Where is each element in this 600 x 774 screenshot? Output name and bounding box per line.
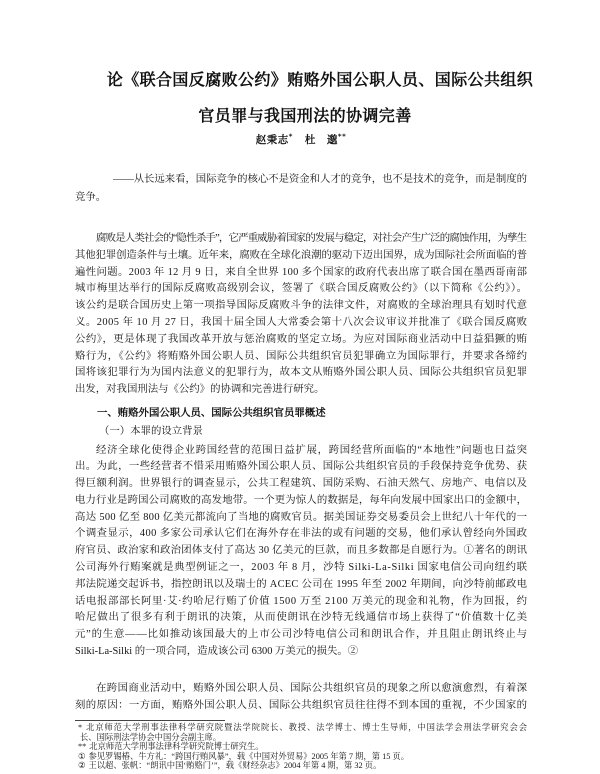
article-title-line-1: 论《联合国反腐败公约》贿赂外国公职人员、国际公共组织 bbox=[106, 70, 534, 89]
footnote-line bbox=[78, 761, 527, 771]
intro-paragraph-line: 城市梅里达举行的国际反腐败高级别会议，签署了《联合国反腐败公约》（以下简称《公约》）。 bbox=[75, 283, 528, 295]
causes-paragraph bbox=[75, 681, 527, 715]
subsection-heading: （一）本罪的设立背景 bbox=[99, 425, 203, 437]
background-paragraph-line: 经济全球化使得企业跨国经营的范围日益扩展，跨国经营所面临的“本地性”问题也日益突 bbox=[96, 444, 528, 456]
intro-paragraph bbox=[75, 231, 527, 399]
background-paragraph-line: 府官员、政治家和政治团体支付了高达 30 亿美元的巨款，而且多数都是自愿行为。①著名的朗讯 bbox=[75, 545, 528, 557]
footnote-text: 北京师范大学刑事法律科学研究院暨法学院院长、教授、法学博士、博士生导师，中国法学会刑法学研究会会 bbox=[86, 723, 528, 732]
background-paragraph-line: 高达 500 亿至 800 亿美元都流向了当地的腐败官员。据美国证券交易委员会上世纪八十年代的一 bbox=[75, 511, 528, 523]
footnotes bbox=[78, 723, 527, 771]
author-list bbox=[75, 132, 527, 148]
footnote-mark: ① bbox=[78, 751, 86, 761]
background-paragraph-line: 哈尼做出了很多有利于朗讯的决策，从而使朗讯在沙特无线通信市场上获得了“价值数十亿美 bbox=[75, 612, 528, 624]
intro-paragraph-line: 国将该犯罪行为为国内法意义的犯罪行为，故本文从贿赂外国公职人员、国际公共组织官员犯罪 bbox=[75, 367, 528, 379]
background-paragraph-line: Silki-La-Silki 的一项合同，造成该公司 6300 万美元的损失。② bbox=[75, 646, 359, 658]
footnote-mark: * bbox=[78, 723, 84, 732]
footnote-separator bbox=[75, 720, 225, 721]
intro-paragraph-line: 公约》，更是体现了我国改革开放与惩治腐败的坚定立场。为应对国际商业活动中日益猖獗的贿 bbox=[75, 333, 528, 345]
epigraph bbox=[75, 171, 527, 206]
epigraph-line: ——从长远来看，国际竞争的核心不是资金和人才的竞争，也不是技术的竞争，而是制度的 bbox=[113, 174, 527, 185]
author-footnote-mark: * bbox=[288, 132, 293, 141]
author-footnote-mark: ** bbox=[337, 132, 347, 141]
footnote-text: 参见罗锡椿、牛方礼：“跨国行贿风暴”，载《中国对外贸易》2005 年第 7 期，第 15 页。 bbox=[88, 751, 410, 761]
intro-paragraph-line: 其他犯罪创造条件与土壤。近年来，腐败在全球化浪潮的驱动下迈出国界，成为国际社会所面临的普 bbox=[75, 249, 527, 261]
footnote-mark: ② bbox=[78, 761, 86, 771]
footnote-line bbox=[78, 733, 527, 743]
footnote-mark: ** bbox=[78, 742, 87, 752]
intro-paragraph-line: 遍性问题。2003 年 12 月 9 日，来自全世界 100 多个国家的政府代表出席了联合国在墨西哥南部 bbox=[75, 266, 528, 278]
background-paragraph-line: 元”的生意——比如推动该国最大的上市公司沙特电信公司和朗讯合作，并且阻止朗讯终止与 bbox=[75, 629, 528, 641]
intro-paragraph-line: 该公约是联合国历史上第一项指导国际反腐败斗争的法律文件，对腐败的全球治理具有划时代意 bbox=[75, 300, 528, 312]
footnote-line bbox=[78, 723, 527, 733]
background-paragraph-line: 得巨额利润。世界银行的调查显示，公共工程建筑、国防采购、石油天然气、房地产、电信以及 bbox=[75, 478, 528, 490]
intro-paragraph-line: 腐败是人类社会的“隐性杀手”，它严重威胁着国家的发展与稳定，对社会产生广泛的腐蚀作用，为孳生 bbox=[96, 233, 527, 244]
footnote-text: 王以超、张帆：“朗讯中国‘贿赂门’”，载《财经杂志》2004 年第 4 期，第 32 页。 bbox=[88, 761, 382, 771]
footnote-line bbox=[78, 742, 527, 752]
section-heading: 一、贿赂外国公职人员、国际公共组织官员罪概述 bbox=[97, 407, 326, 419]
causes-paragraph-line: 在跨国商业活动中，贿赂外国公职人员、国际公共组织官员的现象之所以愈演愈烈，有着深 bbox=[96, 683, 528, 694]
intro-paragraph-line: 赂行为，《公约》将贿赂外国公职人员、国际公共组织官员犯罪确立为国际罪行，并要求各缔约 bbox=[75, 350, 528, 362]
author-name: 杜 邈 bbox=[304, 134, 338, 146]
background-paragraph-line: 电力行业是跨国公司腐败的高发地带。一个更为惊人的数据是，每年向发展中国家出口的金额中， bbox=[75, 494, 528, 506]
author-name: 赵秉志 bbox=[255, 134, 289, 146]
background-paragraph-line: 个调查显示，400 多家公司承认它们在海外存在非法的或有问题的交易，他们承认曾经向外国政 bbox=[75, 528, 528, 540]
causes-paragraph-line: 刻的原因：一方面，贿赂外国公职人员、国际公共组织官员往往得不到本国的重视，不少国家的 bbox=[75, 699, 528, 711]
footnote-line bbox=[78, 752, 527, 762]
background-paragraph-line: 邦法院递交起诉书，指控朗讯以及瑞士的 ACEC 公司在 1995 年至 2002 年期间，向沙特前邮政电 bbox=[75, 578, 528, 590]
intro-paragraph-line: 出发，对我国刑法与《公约》的协调和完善进行研究。 bbox=[75, 384, 325, 396]
intro-paragraph-line: 义。2005 年 10 月 27 日，我国十届全国人大常委会第十八次会议审议并批准了《联合国反腐败 bbox=[75, 316, 528, 328]
footnote-text: 长、国际刑法学协会中国分会副主席。 bbox=[80, 732, 222, 742]
background-paragraph-line: 话电报部部长阿里·艾·约哈尼行贿了价值 1500 万至 2100 万美元的现金和礼物，作为回报，约 bbox=[75, 595, 528, 607]
footnote-text: 北京师范大学刑事法律科学研究院博士研究生。 bbox=[89, 742, 264, 752]
epigraph-line: 竞争。 bbox=[75, 191, 107, 203]
background-paragraph bbox=[75, 443, 527, 661]
background-paragraph-line: 出。为此，一些经营者不惜采用贿赂外国公职人员、国际公共组织官员的手段保持竞争优势、获 bbox=[75, 461, 528, 473]
article-title-line-2: 官员罪与我国刑法的协调完善 bbox=[198, 106, 412, 125]
background-paragraph-line: 公司海外行贿案就是典型例证之一，2003 年 8 月，沙特 Silki-La-Silki 国家电信公司向纽约联 bbox=[75, 562, 528, 574]
